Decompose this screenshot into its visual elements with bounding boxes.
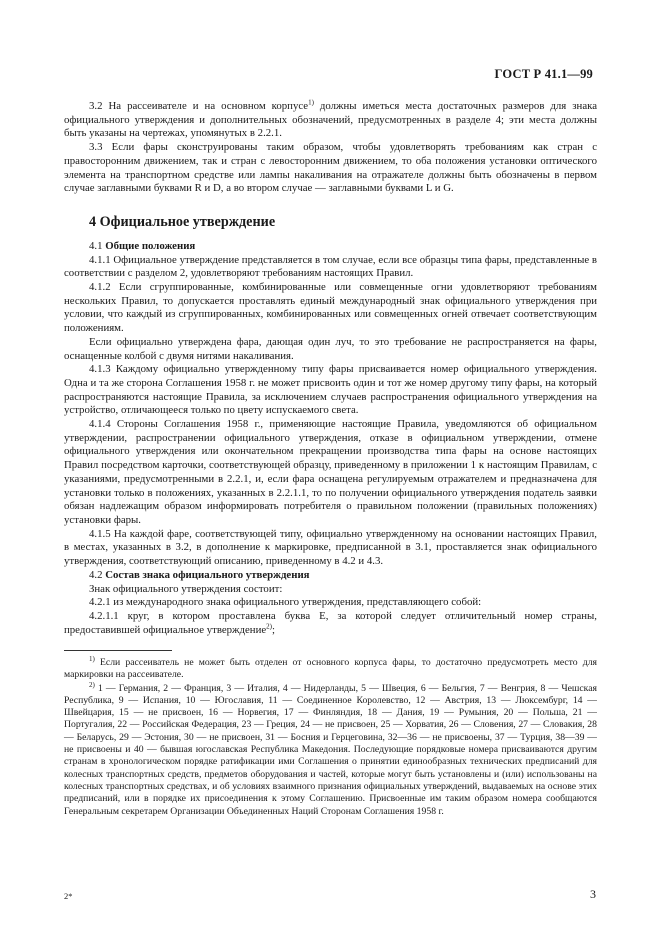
paragraph-4-2-1-1: 4.2.1.1 круг, в котором проставлена буква Е, за которой следует отличительный номер страны, предоставившей официальное утверждение$^{2)}$; xyxy=(64,609,597,636)
paragraph-4-1-2: 4.1.2 Если сгруппированные, комбинированные или совмещенные огни удовлетворяют требованиям нескольких Правил, то допускается проставлять единый международный знак официального утверждения при условии, что каждый из сгруппированных, комбинированных или совмещенных огней отвечает соответствующим положениям. xyxy=(64,281,597,335)
paragraph-4-1-2-note: Если официально утверждена фара, дающая один луч, то это требование не распространяется на фары, оснащенные колбой с двумя нитями накаливания. xyxy=(64,335,597,362)
footnotes xyxy=(64,654,597,819)
sheet-mark: 2* xyxy=(64,891,73,901)
paragraph-4-1-5: 4.1.5 На каждой фаре, соответствующей типу, официально утвержденному на основании настоящих Правил, в местах, указанных в 3.2, в дополнение к маркировке, предписанной в 3.1, проставляется знак официального утверждения, соответствующий описанию, приведенному в 4.2 и 4.3. xyxy=(64,527,597,568)
paragraph-4-2-1: 4.2.1 из международного знака официального утверждения, представляющего собой: xyxy=(89,596,482,609)
paragraph-3-3: 3.3 Если фары сконструированы таким образом, чтобы удовлетворять требованиям как стран с правосторонним движением, так и стран с левосторонним движением, то оба положения установки оптического элемента на транспортном средстве или лампы накаливания на отражателе должны быть обозначены в первом случае заглавными буквами R и D, а во втором случае — заглавными буквами L и G. xyxy=(64,141,597,195)
main-text xyxy=(64,100,597,637)
footnote-2: $^{2)}$ 1 — Германия, 2 — Франция, 3 — Италия, 4 — Нидерланды, 5 — Швеция, 6 — Бельгия, 7 — Венгрия, 8 — Чешская Республика, 9 — Испания, 10 — Югославия, 11 — Соединенное Королевство, 12 — Австрия, 13 — Люксембург, 14 — Швейцария, 15 — не присвоен, 16 — Норвегия, 17 — Финляндия, 18 — Дания, 19 — Румыния, 20 — Польша, 21 — Португалия, 22 — Российская Федерация, 23 — Греция, 24 — не присвоен, 25 — Хорватия, 26 — Словения, 27 — Словакия, 28 — Беларусь, 29 — Эстония, 30 — не присвоен, 31 — Босния и Герцеговина, 32—36 — не присвоены, 37 — Турция, 38—39 — не присвоены и 40 — бывшая югославская Республика Македония. Последующие порядковые номера присваиваются другим странам в хронологическом порядке ратификации ими Соглашения о принятии единообразных технических предписаний для колесных транспортных средств, предметов оборудования и частей, которые могут быть установлены и (или) использованы на колесных транспортных средствах, и об условиях взаимного признания официальных утверждений, выдаваемых на основе этих предписаний, или в порядке их присоединения к этому Соглашению. Присвоенные им таким образом номера сообщаются Генеральным секретарем Организации Объединенных Наций Сторонам Соглашения 1958 г. xyxy=(64,680,597,817)
footnote-ref-2[interactable]: 2) xyxy=(266,622,272,631)
paragraph-4-1-1: 4.1.1 Официальное утверждение представляется в том случае, если все образцы типа фары, представленные в соответствии с разделом 2, удовлетворяют требованиям настоящих Правил. xyxy=(64,253,597,280)
paragraph-4-1-3: 4.1.3 Каждому официально утвержденному типу фары присваивается номер официального утверждения. Одна и та же сторона Соглашения 1958 г. не может присвоить один и тот же номер другому типу фары, на который распространяются настоящие Правила, за исключением случаев распространения официального утверждения на устройство, отличающееся только по цвету испускаемого света. xyxy=(64,363,597,417)
paragraph-4-1-4: 4.1.4 Стороны Соглашения 1958 г., применяющие настоящие Правила, уведомляются об официальном утверждении, распространении официального утверждения, отказе в официальном утверждении, отмене официального утверждения или окончательном прекращении производства типа фары на основе настоящих Правил посредством карточки, соответствующей образцу, приведенному в приложении 1 к настоящим Правилам, с указаниями, предусмотренными в 2.2.1, и, если фара оснащена регулируемым отражателем и предназначена для установки только в положениях, указанных в 2.2.1.1, то по получении официального утверждения податель заявки обязан надлежащим образом информировать потребителя о правильном положении (правильных положениях) установки фары. xyxy=(64,418,597,526)
page-number: 3 xyxy=(590,887,596,901)
section-4-title: 4 Официальное утверждение xyxy=(89,213,276,230)
document-code-header: ГОСТ Р 41.1—99 xyxy=(494,67,593,81)
subsection-4-1-heading: 4.1 Общие положения xyxy=(89,239,196,252)
footnote-1: $^{1)}$ Если рассеиватель не может быть отделен от основного корпуса фары, то достаточно предусмотреть место для маркировки на рассеивателе. xyxy=(64,654,597,681)
footnote-divider xyxy=(64,650,172,651)
paragraph-4-2-intro: Знак официального утверждения состоит: xyxy=(89,582,283,595)
paragraph-3-2: 3.2 На рассеивателе и на основном корпусе$^{1)}$ должны иметься места достаточных размеров для знака официального утверждения и дополнительных обозначений, предусмотренных в разделе 4; эти места должны быть указаны на чертежах, упомянутых в 2.2.1. xyxy=(64,98,597,140)
footnote-ref-1[interactable]: 1) xyxy=(308,98,314,107)
subsection-4-2-heading: 4.2 Состав знака официального утверждения xyxy=(89,568,310,581)
